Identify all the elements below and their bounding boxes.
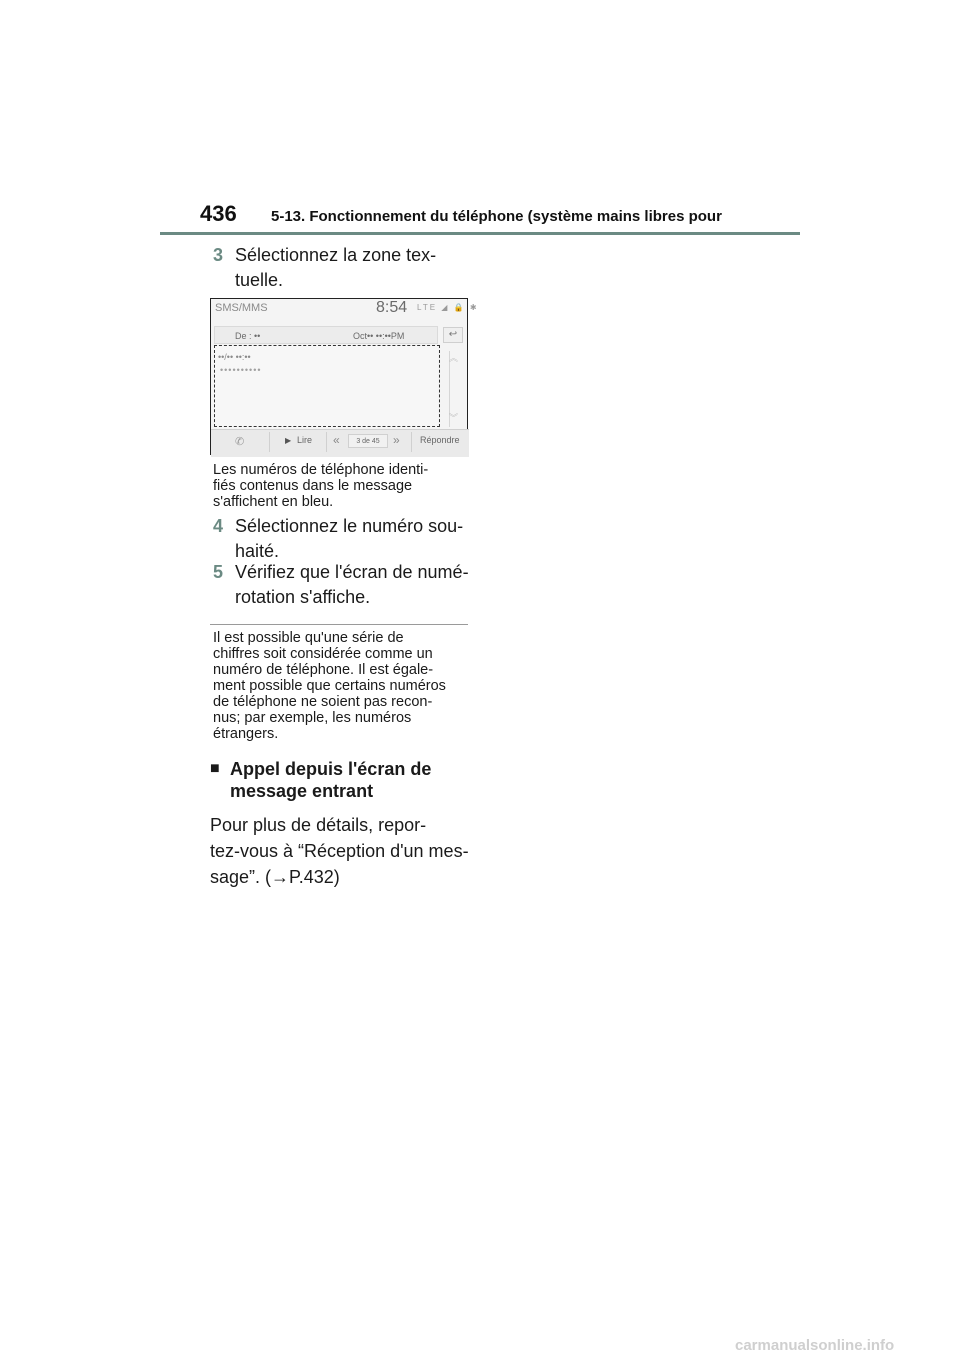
previous-icon[interactable]: « <box>333 433 340 447</box>
message-counter: 3 de 45 <box>348 434 388 448</box>
subsection-title: Appel depuis l'écran de message entrant <box>230 759 432 801</box>
step-5-text: Vérifiez que l'écran de numé- rotation s'affiche. <box>235 562 469 607</box>
scroll-up-icon[interactable]: ︽ <box>449 353 459 363</box>
note-text: Il est possible qu'une série de chiffres soit considérée comme un numéro de téléphone. Il est égale- ment possible que certains numéros de téléphone ne soient pas recon- nus; par exemple, les numéros étrangers. <box>213 630 446 742</box>
header-rule <box>160 232 800 235</box>
text-zone-highlight <box>214 345 440 427</box>
note-rule <box>210 624 468 625</box>
step-5 <box>213 560 473 610</box>
screen-clock: 8:54 <box>376 299 408 316</box>
message-date: Oct•• ••:••PM <box>353 331 405 341</box>
toolbar-divider <box>411 432 412 452</box>
step-4 <box>213 514 473 564</box>
toolbar-divider <box>269 432 270 452</box>
message-line-1: ••/•• ••:•• <box>218 352 251 362</box>
read-button[interactable]: Lire <box>297 435 313 445</box>
figure-caption: Les numéros de téléphone identi- fiés contenus dans le message s'affichent en bleu. <box>213 462 429 510</box>
sender-label: De : •• <box>235 331 261 341</box>
step-4-text: Sélectionnez le numéro sou- haité. <box>235 516 464 561</box>
step-3 <box>213 243 473 293</box>
back-button[interactable]: ↩ <box>443 327 463 343</box>
watermark: carmanualsonline.info <box>735 1337 895 1354</box>
step-3-number: 3 <box>213 245 224 265</box>
subsection-body: Pour plus de détails, repor- tez-vous à “Réception d'un mes- sage”. (→P.432) <box>210 815 469 887</box>
play-icon[interactable]: ▶ <box>285 436 292 445</box>
page-number: 436 <box>200 201 237 226</box>
step-5-number: 5 <box>213 562 224 582</box>
next-icon[interactable]: » <box>393 433 400 447</box>
status-icons: LTE ◢ 🔒 ✱ <box>417 303 479 312</box>
reply-button[interactable]: Répondre <box>420 435 460 445</box>
section-title: 5-13. Fonctionnement du téléphone (système mains libres pour <box>271 208 722 225</box>
sms-screen-figure <box>210 298 479 455</box>
step-3-text: Sélectionnez la zone tex- tuelle. <box>235 245 437 290</box>
step-4-number: 4 <box>213 516 224 536</box>
toolbar-divider <box>326 432 327 452</box>
subsection-heading <box>210 758 472 802</box>
square-bullet-icon: ■ <box>210 760 220 777</box>
message-line-2: •••••••••• <box>220 365 262 375</box>
phone-icon[interactable]: ✆ <box>235 436 245 448</box>
scroll-down-icon[interactable]: ︾ <box>449 413 459 423</box>
screen-title: SMS/MMS <box>215 302 268 314</box>
